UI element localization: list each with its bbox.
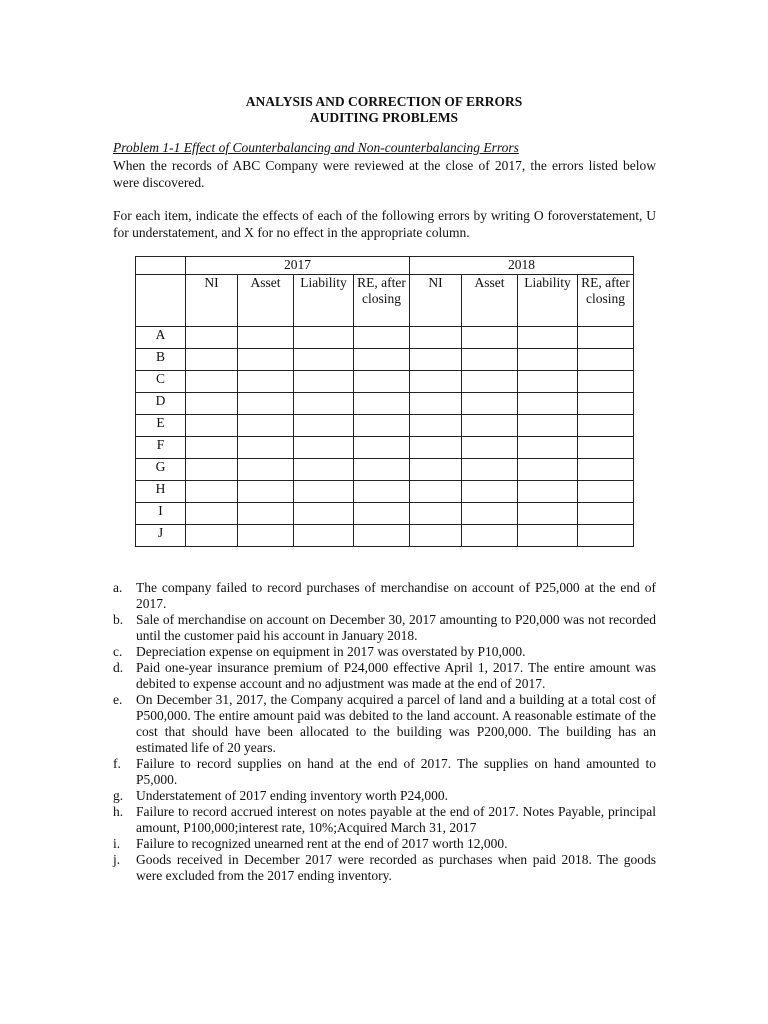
answer-cell: [518, 458, 578, 480]
year-header-2018: 2018: [410, 257, 634, 275]
answer-cell: [410, 458, 462, 480]
table-corner-cell: [136, 257, 186, 275]
answer-cell: [186, 458, 238, 480]
problem-intro: When the records of ABC Company were reviewed at the close of 2017, the errors listed below were discovered.: [113, 158, 656, 190]
answer-cell: [294, 502, 354, 524]
answer-cell: [518, 326, 578, 348]
answer-cell: [294, 524, 354, 546]
row-label: A: [136, 326, 186, 348]
answer-cell: [462, 348, 518, 370]
row-label: F: [136, 436, 186, 458]
list-item: [113, 580, 656, 612]
answer-cell: [238, 458, 294, 480]
answer-cell: [462, 524, 518, 546]
item-marker: f.: [113, 756, 121, 771]
answer-cell: [354, 524, 410, 546]
answer-cell: [294, 392, 354, 414]
row-label: G: [136, 458, 186, 480]
answer-cell: [294, 348, 354, 370]
table-row: [136, 458, 634, 480]
error-effects-table: [135, 256, 634, 547]
item-marker: g.: [113, 788, 124, 803]
answer-cell: [578, 436, 634, 458]
answer-cell: [186, 348, 238, 370]
answer-cell: [578, 348, 634, 370]
document-title: ANALYSIS AND CORRECTION OF ERRORS: [245, 94, 523, 109]
answer-cell: [186, 370, 238, 392]
column-header: RE, after closing: [354, 274, 410, 326]
answer-cell: [186, 436, 238, 458]
column-header: RE, after closing: [578, 274, 634, 326]
year-header-2017: 2017: [186, 257, 410, 275]
problem-instructions: For each item, indicate the effects of each of the following errors by writing O foroverstatement, U for understatement, and X for no effect in the appropriate column.: [113, 208, 656, 240]
answer-cell: [410, 436, 462, 458]
answer-cell: [410, 414, 462, 436]
list-item: [113, 756, 656, 788]
answer-cell: [238, 392, 294, 414]
item-marker: b.: [113, 612, 124, 627]
answer-cell: [186, 392, 238, 414]
row-label: J: [136, 524, 186, 546]
answer-cell: [410, 348, 462, 370]
answer-cell: [518, 348, 578, 370]
table-row: [136, 326, 634, 348]
item-marker: j.: [113, 852, 121, 867]
answer-cell: [238, 370, 294, 392]
list-item: [113, 852, 656, 884]
row-label: D: [136, 392, 186, 414]
item-text: Failure to recognized unearned rent at the end of 2017 worth 12,000.: [136, 836, 508, 851]
item-text: Sale of merchandise on account on December 30, 2017 amounting to P20,000 was not recorded until the customer paid his account in January 2018.: [136, 612, 656, 643]
answer-cell: [518, 392, 578, 414]
table-row: [136, 480, 634, 502]
answer-cell: [238, 326, 294, 348]
answer-cell: [462, 458, 518, 480]
item-text: Understatement of 2017 ending inventory worth P24,000.: [136, 788, 448, 803]
answer-cell: [518, 370, 578, 392]
answer-cell: [410, 370, 462, 392]
answer-cell: [518, 436, 578, 458]
answer-cell: [354, 502, 410, 524]
column-header: Liability: [518, 274, 578, 326]
item-text: Failure to record accrued interest on notes payable at the end of 2017. Notes Payable, principal amount, P100,000;interest rate, 10%;Acquired March 31, 2017: [136, 804, 656, 835]
document-subtitle: AUDITING PROBLEMS: [309, 110, 459, 125]
answer-cell: [578, 524, 634, 546]
column-header: Liability: [294, 274, 354, 326]
answer-cell: [238, 524, 294, 546]
answer-cell: [410, 502, 462, 524]
item-text: On December 31, 2017, the Company acquired a parcel of land and a building at a total cost of P500,000. The entire amount paid was debited to the land account. A reasonable estimate of the cost that should have been allocated to the building was P200,000. The building has an estimated life of 20 years.: [136, 692, 656, 755]
item-marker: d.: [113, 660, 124, 675]
row-label: B: [136, 348, 186, 370]
answer-cell: [410, 392, 462, 414]
list-item: [113, 612, 656, 644]
answer-cell: [354, 458, 410, 480]
row-label: E: [136, 414, 186, 436]
row-label-header: [136, 274, 186, 326]
answer-cell: [462, 370, 518, 392]
item-text: Goods received in December 2017 were recorded as purchases when paid 2018. The goods were excluded from the 2017 ending inventory.: [136, 852, 656, 883]
answer-cell: [462, 502, 518, 524]
list-item: [113, 692, 656, 756]
answer-cell: [354, 414, 410, 436]
table-row: [136, 414, 634, 436]
answer-cell: [410, 524, 462, 546]
item-text: Paid one-year insurance premium of P24,000 effective April 1, 2017. The entire amount was debited to expense account and no adjustment was made at the end of 2017.: [136, 660, 656, 691]
item-marker: h.: [113, 804, 124, 819]
answer-cell: [462, 326, 518, 348]
answer-cell: [294, 326, 354, 348]
table-row: [136, 524, 634, 546]
list-item: [113, 804, 656, 836]
answer-cell: [238, 480, 294, 502]
table-row: [136, 436, 634, 458]
list-item: [113, 836, 656, 852]
table-row: [136, 502, 634, 524]
answer-cell: [518, 414, 578, 436]
answer-cell: [578, 502, 634, 524]
answer-cell: [354, 392, 410, 414]
list-item: [113, 660, 656, 692]
answer-cell: [462, 392, 518, 414]
answer-cell: [578, 326, 634, 348]
answer-cell: [186, 326, 238, 348]
answer-cell: [354, 348, 410, 370]
answer-cell: [462, 436, 518, 458]
answer-cell: [354, 326, 410, 348]
list-item: [113, 644, 656, 660]
table-row: [136, 370, 634, 392]
answer-cell: [238, 436, 294, 458]
item-text: Depreciation expense on equipment in 2017 was overstated by P10,000.: [136, 644, 526, 659]
table-row: [136, 392, 634, 414]
row-label: H: [136, 480, 186, 502]
column-header: NI: [410, 274, 462, 326]
item-marker: i.: [113, 836, 121, 851]
answer-cell: [294, 458, 354, 480]
answer-cell: [410, 480, 462, 502]
answer-cell: [186, 524, 238, 546]
answer-cell: [294, 436, 354, 458]
answer-cell: [578, 480, 634, 502]
answer-cell: [294, 370, 354, 392]
row-label: C: [136, 370, 186, 392]
item-marker: a.: [113, 580, 123, 595]
answer-cell: [578, 458, 634, 480]
item-text: The company failed to record purchases of merchandise on account of P25,000 at the end of 2017.: [136, 580, 656, 611]
answer-cell: [186, 414, 238, 436]
item-marker: c.: [113, 644, 123, 659]
column-header: Asset: [238, 274, 294, 326]
list-item: [113, 788, 656, 804]
answer-cell: [578, 370, 634, 392]
answer-cell: [294, 480, 354, 502]
row-label: I: [136, 502, 186, 524]
answer-cell: [354, 370, 410, 392]
problem-title: Problem 1-1 Effect of Counterbalancing and Non-counterbalancing Errors: [113, 140, 519, 155]
answer-cell: [186, 502, 238, 524]
answer-cell: [410, 326, 462, 348]
answer-cell: [294, 414, 354, 436]
column-header: Asset: [462, 274, 518, 326]
item-text: Failure to record supplies on hand at the end of 2017. The supplies on hand amounted to P5,000.: [136, 756, 656, 787]
answer-cell: [238, 414, 294, 436]
answer-cell: [462, 414, 518, 436]
answer-cell: [518, 480, 578, 502]
answer-cell: [238, 348, 294, 370]
answer-cell: [518, 524, 578, 546]
error-items-list: [113, 580, 656, 884]
answer-cell: [186, 480, 238, 502]
answer-cell: [518, 502, 578, 524]
table-row: [136, 348, 634, 370]
item-marker: e.: [113, 692, 123, 707]
column-header: NI: [186, 274, 238, 326]
answer-cell: [238, 502, 294, 524]
answer-cell: [578, 392, 634, 414]
answer-cell: [578, 414, 634, 436]
answer-cell: [354, 436, 410, 458]
answer-cell: [354, 480, 410, 502]
answer-cell: [462, 480, 518, 502]
